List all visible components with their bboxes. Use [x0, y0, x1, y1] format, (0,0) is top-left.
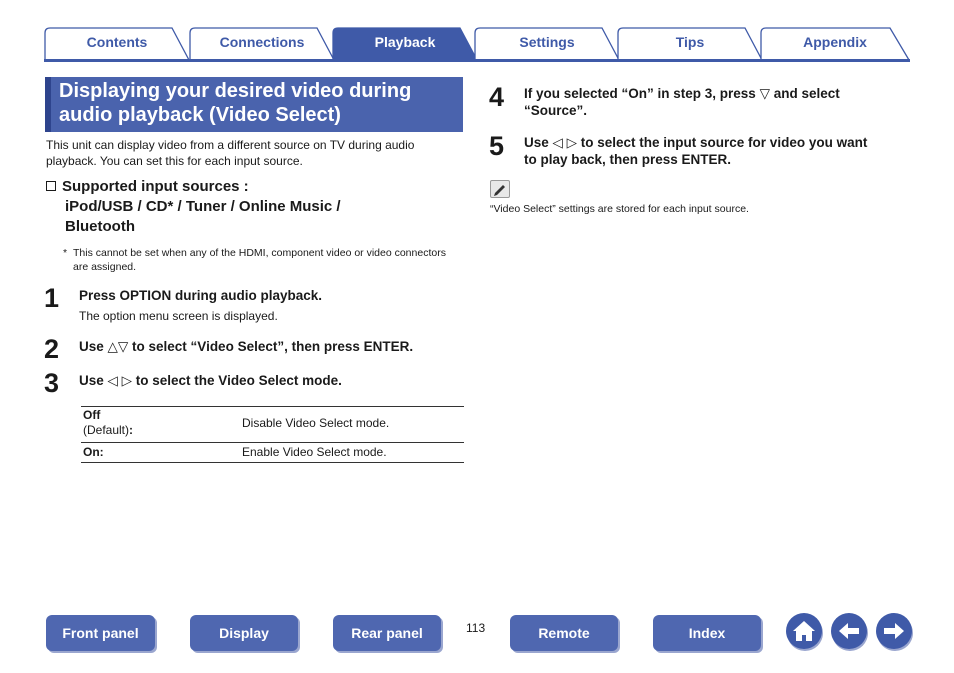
step-text [524, 85, 840, 119]
footnote-mark: * [63, 247, 68, 259]
tab-appendix[interactable] [760, 27, 910, 60]
tab-settings-label: Settings [519, 34, 575, 50]
arrow-right-glyph [876, 613, 912, 649]
pencil-memo-icon [490, 180, 510, 198]
page-title [59, 79, 455, 127]
step-subtext: The option menu screen is displayed. [79, 309, 278, 323]
arrow-right-icon[interactable] [876, 613, 912, 649]
table-row [81, 443, 464, 463]
step-number: 3 [44, 368, 60, 398]
mode-key-colon: : [129, 423, 134, 437]
mode-key-on: On: [83, 445, 104, 459]
page-number: 113 [466, 621, 486, 635]
tab-contents-label: Contents [86, 34, 148, 50]
tab-settings[interactable] [474, 27, 620, 60]
footnote-text: This cannot be set when any of the HDMI, component video or video connectors are assigned. [73, 247, 446, 273]
step-text-line1: If you selected “On” in step 3, press ▽ and select [524, 86, 840, 101]
mode-value: Enable Video Select mode. [242, 445, 387, 459]
tab-connections[interactable] [189, 27, 335, 60]
tab-connections-label: Connections [219, 34, 305, 50]
checkbox-bullet-icon [46, 181, 56, 191]
home-icon[interactable] [786, 613, 822, 649]
mode-key [83, 408, 133, 438]
rear-panel-button[interactable]: Rear panel [333, 615, 441, 651]
arrow-left-glyph [831, 613, 867, 649]
supported-list-part2: / Tuner / Online Music / [173, 198, 341, 215]
section-title-box [45, 77, 463, 132]
front-panel-button[interactable]: Front panel [46, 615, 155, 651]
step-text: Use ◁ ▷ to select the Video Select mode. [79, 373, 342, 388]
step-3 [44, 370, 464, 398]
index-button[interactable]: Index [653, 615, 761, 651]
supported-sources [46, 177, 466, 237]
step-text: Press OPTION during audio playback. [79, 288, 323, 303]
mode-key-default: (Default) [83, 423, 130, 437]
pencil-glyph [491, 181, 509, 197]
step-text-line2: to play back, then press ENTER. [524, 152, 732, 167]
step-1 [44, 285, 464, 330]
mode-table [81, 406, 464, 463]
footnote [63, 246, 463, 274]
tab-tips[interactable] [617, 27, 763, 60]
step-number: 4 [489, 82, 505, 112]
supported-list-part1: iPod/USB / CD [65, 198, 168, 215]
tab-tips-label: Tips [675, 34, 705, 50]
mode-key-off: Off [83, 408, 101, 422]
step-number: 1 [44, 283, 60, 313]
home-glyph [786, 613, 822, 649]
tab-contents[interactable] [44, 27, 190, 60]
tab-playback-label: Playback [374, 34, 436, 50]
intro-text: This unit can display video from a different source on TV during audio playback. You can set this for each input source. [46, 138, 415, 168]
supported-list-line2: Bluetooth [65, 218, 135, 235]
step-text: Use △▽ to select “Video Select”, then press ENTER. [79, 339, 414, 354]
memo-text: “Video Select” settings are stored for each input source. [490, 203, 749, 215]
remote-button[interactable]: Remote [510, 615, 618, 651]
chapter-tabs [44, 27, 910, 61]
step-2 [44, 336, 464, 364]
step-4 [489, 84, 909, 124]
arrow-left-icon[interactable] [831, 613, 867, 649]
supported-heading: Supported input sources : [62, 178, 249, 195]
tab-appendix-label: Appendix [803, 34, 867, 50]
table-row [81, 407, 464, 443]
tab-playback[interactable] [332, 27, 478, 60]
step-text [524, 134, 867, 168]
step-5 [489, 133, 909, 173]
step-number: 5 [489, 131, 505, 161]
step-number: 2 [44, 334, 60, 364]
page-title-line2: audio playback (Video Select) [59, 104, 341, 126]
asterisk-mark: * [167, 198, 174, 215]
page-title-line1: Displaying your desired video during [59, 80, 412, 102]
step-text-line1: Use ◁ ▷ to select the input source for video you want [524, 135, 868, 150]
supported-list [46, 197, 466, 237]
mode-value: Disable Video Select mode. [242, 416, 390, 430]
step-text-line2: “Source”. [524, 103, 588, 118]
display-button[interactable]: Display [190, 615, 298, 651]
tabs-underline [44, 59, 910, 62]
